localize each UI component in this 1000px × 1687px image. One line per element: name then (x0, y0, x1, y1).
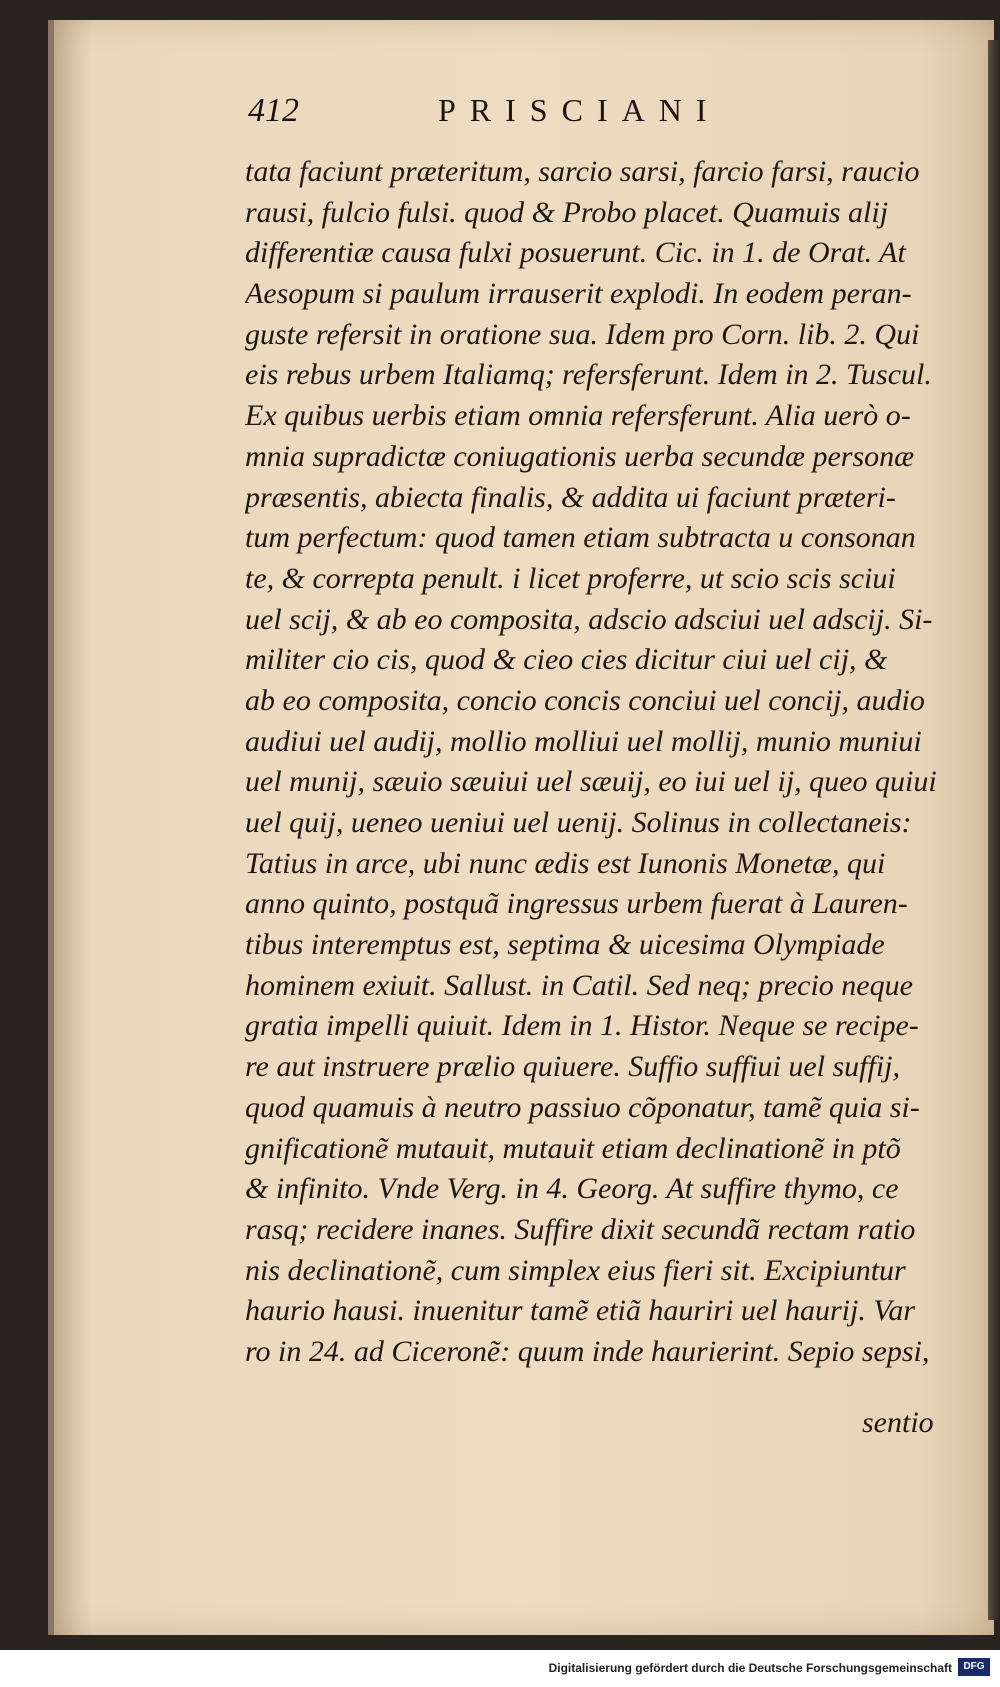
text-line: tum perfectum: quod tamen etiam subtracta u consonan (245, 521, 916, 555)
footer-bar (0, 1650, 1000, 1687)
running-head: PRISCIANI (438, 92, 721, 128)
text-line: gratia impelli quiuit. Idem in 1. Histor. Neque se recipe- (245, 1009, 919, 1043)
text-line: Tatius in arce, ubi nunc ædis est Iunonis Monetæ, qui (245, 846, 886, 880)
text-line: Ex quibus uerbis etiam omnia refersferunt. Alia uerò o- (245, 399, 911, 433)
text-line: & infinito. Vnde Verg. in 4. Georg. At suffire thymo, ce (245, 1172, 899, 1206)
text-line: quod quamuis à neutro passiuo cõponatur, tamẽ quia si- (245, 1090, 920, 1124)
text-line: rausi, fulcio fulsi. quod & Probo placet. Quamuis alij (245, 195, 889, 229)
catchword: sentio (862, 1406, 934, 1439)
page-edge (988, 40, 1000, 1620)
text-line: tibus interemptus est, septima & uicesima Olympiade (245, 928, 885, 962)
text-line: nis declinationẽ, cum simplex eius fieri sit. Excipiuntur (245, 1253, 906, 1287)
page-header (248, 92, 948, 142)
text-line: tata faciunt præteritum, sarcio sarsi, farcio farsi, raucio (245, 155, 920, 188)
text-line: gnificationẽ mutauit, mutauit etiam declinationẽ in ptõ (245, 1131, 901, 1165)
text-line: te, & correpta penult. i licet proferre, ut scio scis sciui (245, 561, 896, 595)
text-line: audiui uel audij, mollio molliui uel mollij, munio muniui (245, 724, 922, 758)
dfg-logo: DFG (958, 1658, 990, 1676)
text-line: uel munij, sæuio sæuiui uel sæuij, eo iui uel ij, queo quiui (245, 765, 937, 799)
text-line: uel scij, & ab eo composita, adscio adsciui uel adscij. Si- (245, 602, 933, 636)
text-line: eis rebus urbem Italiamq; refersferunt. Idem in 2. Tuscul. (245, 358, 932, 392)
text-line: haurio hausi. inuenitur tamẽ etiã hauriri uel haurij. Var (245, 1294, 916, 1328)
text-line: ab eo composita, concio concis conciui uel concij, audio (245, 683, 925, 717)
text-line: guste refersit in oratione sua. Idem pro Corn. lib. 2. Qui (245, 317, 920, 351)
body-text (245, 152, 950, 1373)
text-line: militer cio cis, quod & cieo cies dicitur ciui uel cij, & (245, 643, 888, 677)
text-line: ro in 24. ad Ciceronẽ: quum inde haurierint. Sepio sepsi, (245, 1334, 930, 1368)
text-line: differentiæ causa fulxi posuerunt. Cic. in 1. de Orat. At (245, 236, 906, 270)
page-number: 412 (248, 92, 299, 129)
text-line: re aut instruere prælio quiuere. Suffio suffiui uel suffij, (245, 1050, 900, 1084)
text-line: uel quij, ueneo ueniui uel uenij. Solinus in collectaneis: (245, 806, 912, 839)
text-line: præsentis, abiecta finalis, & addita ui faciunt præteri- (245, 480, 896, 514)
funding-credit: Digitalisierung gefördert durch die Deutsche Forschungsgemeinschaft (548, 1661, 952, 1675)
text-line: hominem exiuit. Sallust. in Catil. Sed neq; precio neque (245, 968, 913, 1002)
text-line: mnia supradictæ coniugationis uerba secundæ personæ (245, 439, 915, 473)
text-line: Aesopum si paulum irrauserit explodi. In eodem peran- (245, 277, 912, 311)
text-line: rasq; recidere inanes. Suffire dixit secundã rectam ratio (245, 1212, 916, 1246)
text-line: anno quinto, postquã ingressus urbem fuerat à Lauren- (245, 887, 908, 921)
